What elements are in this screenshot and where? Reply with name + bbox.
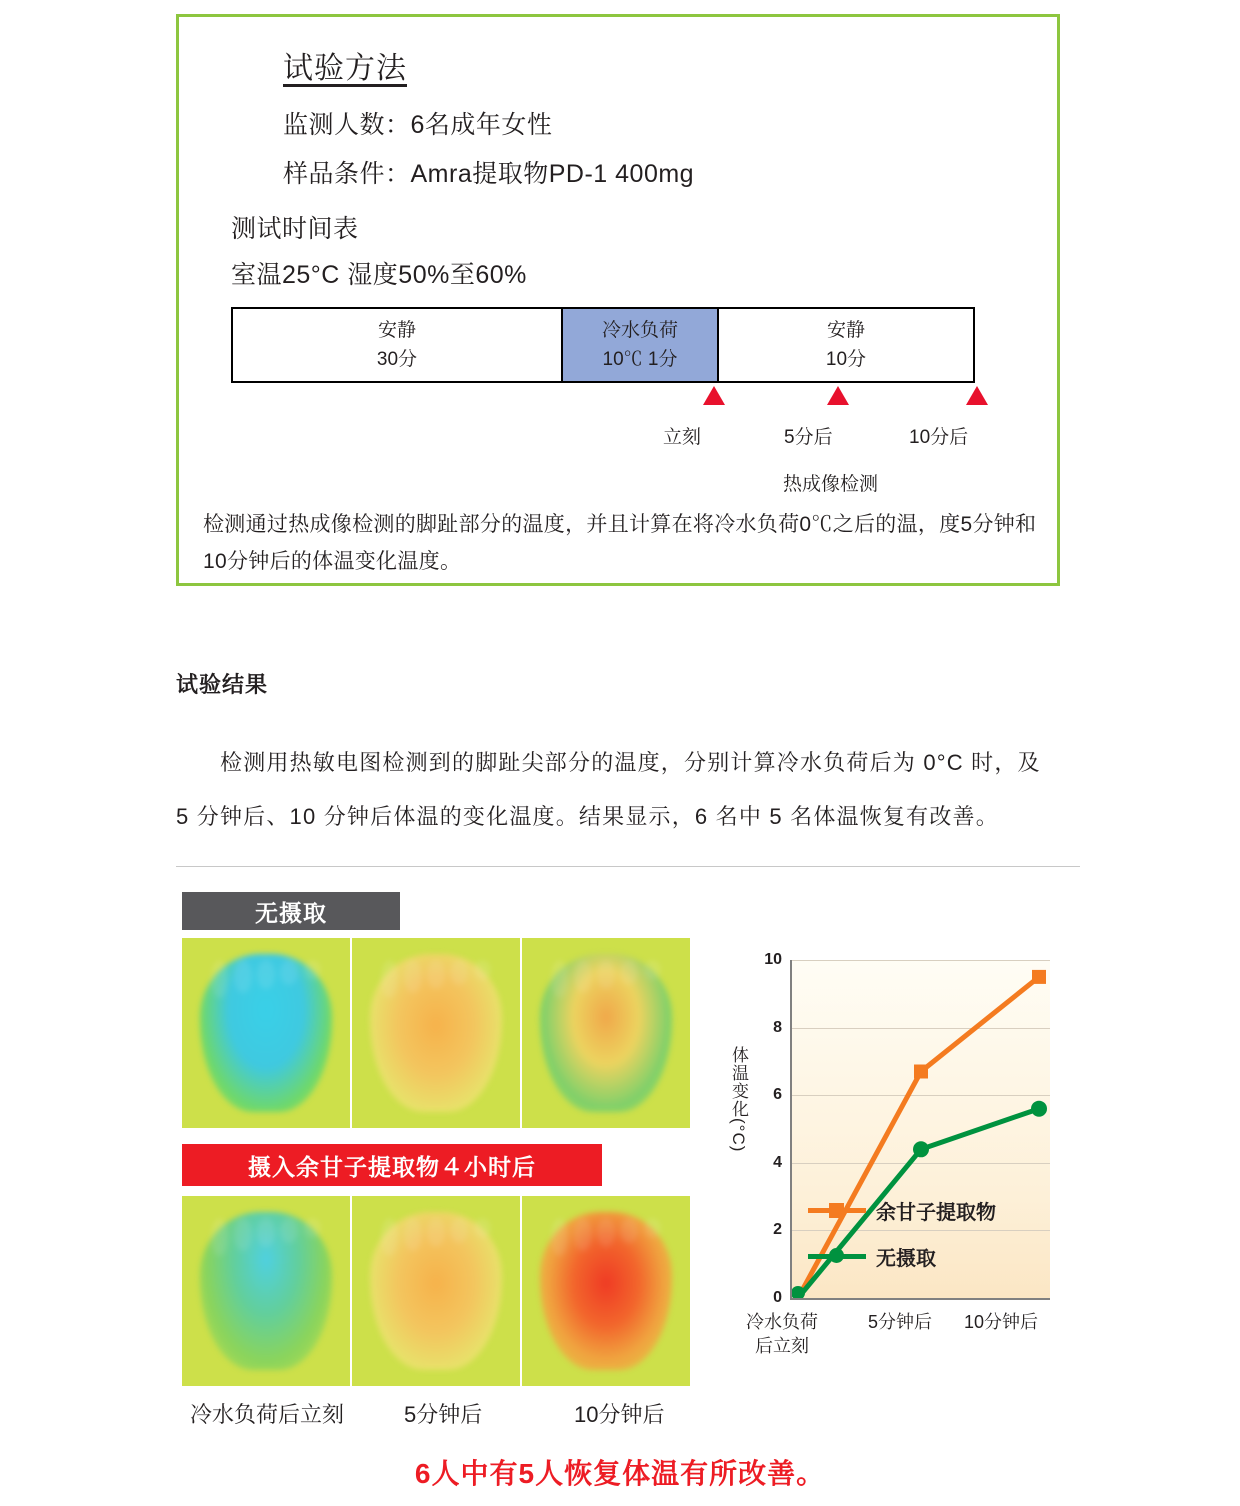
series-marker-amla-10min — [1032, 970, 1046, 984]
timeline-cell-quiet-10-name: 安静 — [826, 319, 865, 341]
thermal-image-no-intake-10min — [522, 938, 690, 1128]
timeline-cell-quiet-10-detail: 10分 — [825, 349, 867, 370]
method-box — [176, 14, 1060, 586]
chart-y-tick-0: 0 — [773, 1289, 782, 1306]
timeline-table — [231, 307, 975, 383]
results-paragraph: 检测用热敏电图检测到的脚趾尖部分的温度，分别计算冷水负荷后为 0°C 时，及 5 分钟后、10 分钟后体温的变化温度。结果显示，6 名中 5 名体温恢复有改善。 — [176, 750, 1041, 829]
line-chart — [728, 938, 1078, 1438]
thermal-image-no-intake-immediate — [182, 938, 350, 1128]
timeline-cell-quiet-30 — [233, 309, 563, 381]
timeline-cell-cold-load — [563, 309, 719, 381]
thermal-image-intake-5min — [352, 1196, 520, 1386]
tag-no-intake: 无摄取 — [182, 892, 400, 930]
thermal-image-intake-immediate — [182, 1196, 350, 1386]
timeline-cell-cold-load-detail: 10℃ 1分 — [602, 349, 678, 370]
thermography-label: 热成像检测 — [783, 474, 879, 495]
section-divider — [176, 866, 1080, 867]
method-title: 试验方法 — [283, 52, 407, 85]
thermal-image-no-intake-5min — [352, 938, 520, 1128]
results-title: 试验结果 — [176, 672, 269, 697]
legend-marker-amla-icon — [829, 1203, 844, 1218]
timeline-cell-quiet-10 — [719, 309, 973, 381]
thermal-image-intake-10min — [522, 1196, 690, 1386]
method-conditions: 室温25°C 湿度50%至60% — [231, 261, 527, 289]
marker-arrow-icon-5min — [827, 386, 849, 405]
chart-x-tick-10min: 10分钟后 — [964, 1312, 1039, 1332]
series-marker-none-5min — [913, 1141, 929, 1157]
arrow-label-5min: 5分后 — [784, 427, 833, 448]
chart-x-tick-5min: 5分钟后 — [868, 1312, 933, 1332]
series-marker-none-10min — [1031, 1101, 1047, 1117]
image-caption-immediate: 冷水负荷后立刻 — [190, 1402, 345, 1427]
method-subjects: 监测人数：6名成年女性 — [283, 111, 553, 139]
method-schedule-label: 测试时间表 — [231, 215, 359, 243]
legend-label-none: 无摄取 — [876, 1248, 936, 1270]
legend-marker-none-icon — [829, 1248, 844, 1263]
conclusion-banner: 6人中有5人恢复体温有所改善。 — [414, 1458, 826, 1489]
chart-x-tick-immediate: 冷水负荷 后立刻 — [746, 1312, 818, 1357]
timeline-cell-quiet-30-name: 安静 — [377, 319, 416, 341]
image-caption-10min: 10分钟后 — [574, 1402, 665, 1427]
chart-y-tick-10: 10 — [764, 951, 782, 968]
series-marker-amla-5min — [914, 1065, 928, 1079]
chart-y-axis-title: 体温变化(°C) — [729, 1046, 748, 1153]
marker-arrow-icon-10min — [966, 386, 988, 405]
arrow-label-immediate: 立刻 — [663, 427, 702, 448]
chart-y-tick-8: 8 — [773, 1018, 782, 1036]
method-sample-condition: 样品条件：Amra提取物PD-1 400mg — [283, 160, 695, 188]
arrow-label-10min: 10分后 — [909, 427, 969, 448]
tag-after-intake: 摄入余甘子提取物４小时后 — [182, 1144, 602, 1186]
marker-arrow-icon-immediate — [703, 386, 725, 405]
chart-y-tick-2: 2 — [773, 1221, 782, 1239]
legend-label-amla: 余甘子提取物 — [876, 1202, 996, 1224]
figure-area — [176, 882, 1080, 1482]
image-caption-5min: 5分钟后 — [404, 1402, 483, 1427]
timeline-cell-cold-load-name: 冷水负荷 — [601, 319, 678, 341]
method-note: 检测通过热成像检测的脚趾部分的温度，并且计算在将冷水负荷0℃之后的温，度5分钟和10分钟后的体温变化温度。 — [203, 513, 1037, 573]
timeline-cell-quiet-30-detail: 30分 — [376, 349, 418, 370]
chart-y-tick-4: 4 — [773, 1153, 782, 1171]
chart-y-tick-6: 6 — [773, 1086, 782, 1104]
